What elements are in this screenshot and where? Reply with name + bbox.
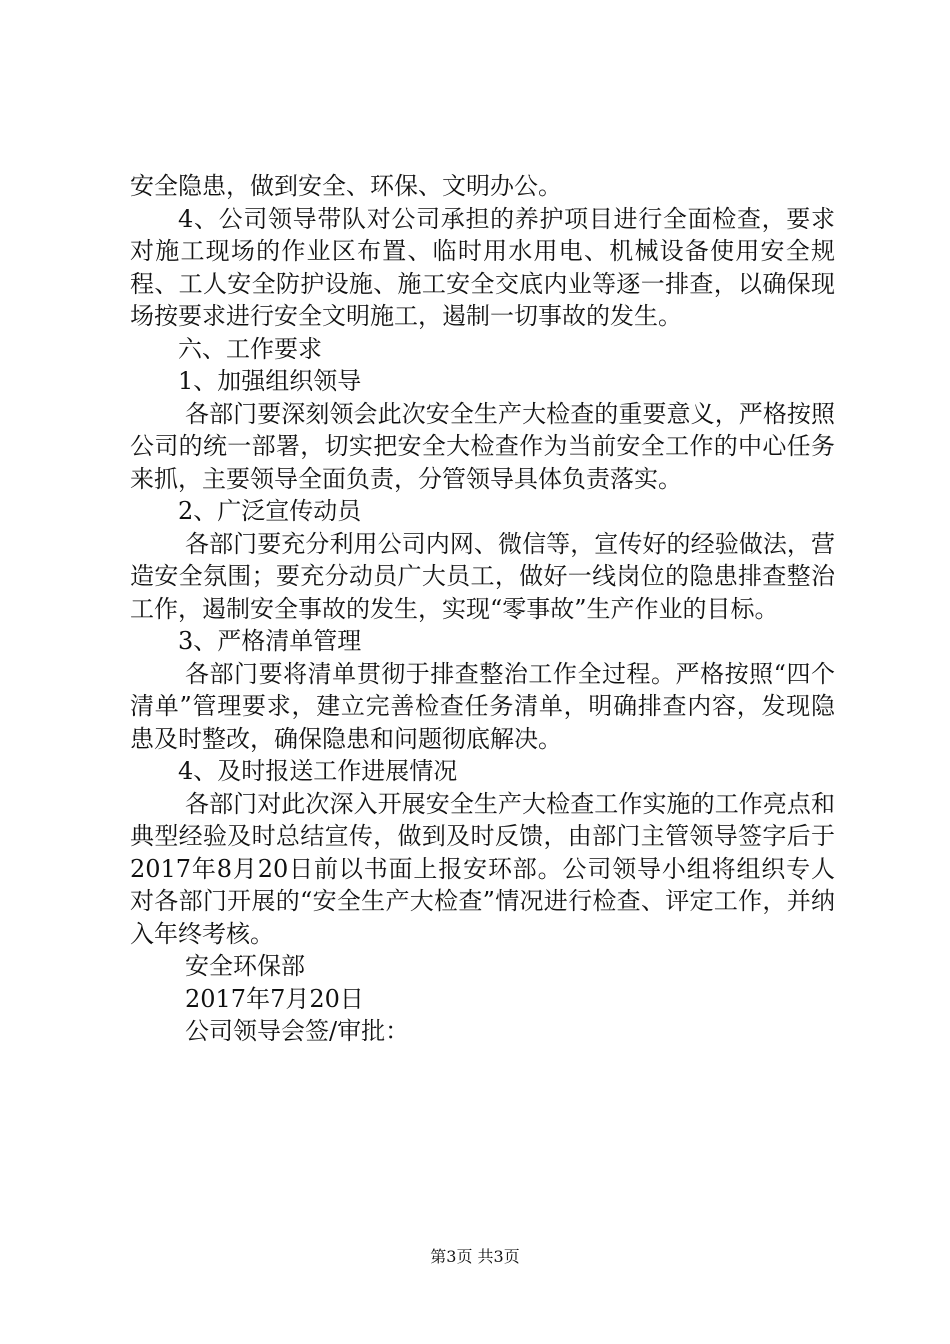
- section-heading-work-requirements: 六、工作要求: [178, 334, 322, 363]
- approval-line: 公司领导会签/审批：: [185, 1017, 410, 1045]
- paragraph-item-4-inspection: 4、公司领导带队对公司承担的养护项目进行全面检查，要求对施工现场的作业区布置、临时用水用电、机械设备使用安全规程、工人安全防护设施、施工安全交底内业等逐一排查，以确保现场按要求进行安全文明施工，遏制一切事故的发生。: [130, 204, 835, 330]
- paragraph-publicity: 各部门要充分利用公司内网、微信等，宣传好的经验做法，营造安全氛围；要充分动员广大员工，做好一线岗位的隐患排查整治工作，遏制安全事故的发生，实现“零事故”生产作业的目标。: [130, 529, 835, 623]
- page-number-footer: 第3页 共3页: [430, 1247, 520, 1266]
- signature-department: 安全环保部: [185, 952, 305, 980]
- document-body: [130, 170, 835, 1048]
- paragraph-reporting: 各部门对此次深入开展安全生产大检查工作实施的工作亮点和典型经验及时总结宣传，做到及时反馈，由部门主管领导签字后于2017年8月20日前以书面上报安环部。公司领导小组将组织专人对各部门开展的“安全生产大检查”情况进行检查、评定工作，并纳入年终考核。: [130, 789, 835, 948]
- paragraph-organization: 各部门要深刻领会此次安全生产大检查的重要意义，严格按照公司的统一部署，切实把安全大检查作为当前安全工作的中心任务来抓，主要领导全面负责，分管领导具体负责落实。: [130, 399, 835, 493]
- signature-date: 2017年7月20日: [185, 984, 364, 1013]
- paragraph-continuation: 安全隐患，做到安全、环保、文明办公。: [130, 172, 562, 200]
- subheading-publicity: 2、广泛宣传动员: [178, 497, 362, 525]
- subheading-reporting: 4、及时报送工作进展情况: [178, 757, 458, 785]
- paragraph-checklist: 各部门要将清单贯彻于排查整治工作全过程。严格按照“四个清单”管理要求，建立完善检查任务清单，明确排查内容，发现隐患及时整改，确保隐患和问题彻底解决。: [130, 659, 835, 753]
- subheading-checklist: 3、严格清单管理: [178, 627, 362, 655]
- subheading-organization: 1、加强组织领导: [178, 367, 362, 395]
